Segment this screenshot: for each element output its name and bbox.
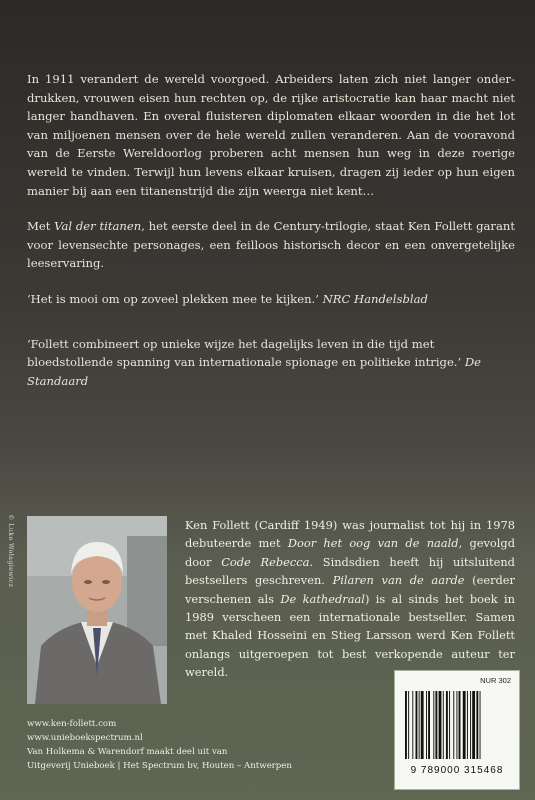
author-bio: Ken Follett (Cardiff 1949) was journalist tot hij in 1978 debuteerde met Door het oog van de naald, gevolgd door Code Rebecca. Sindsdien heeft hij uitsluitend bestsellers geschreven. Pilaren van de aarde (eerder verschenen als De kathedraal) is al sinds het boek in 1989 verscheen een internationale bestseller. Samen met Khaled Hosseini en Stieg Larsson werd Ken Follett onlangs uitgeroepen tot best verkopende auteur ter wereld. <box>185 518 516 680</box>
publisher-line-2: Uitgeverij Unieboek | Het Spectrum bv, Houten – Antwerpen <box>27 761 292 771</box>
publisher-info <box>27 717 292 773</box>
blurb-paragraph-1: In 1911 verandert de wereld voorgoed. Arbeiders laten zich niet langer onderdrukken, vrouwen eisen hun rechten op, de rijke aristocratie kan haar macht niet langer handhaven. En overal fluisteren diplomaten elkaar woorden in die het lot van miljoenen mensen over de hele wereld zullen veranderen. Aan de vooravond van de Eerste Wereldoorlog proberen acht mensen hun weg in deze roerige wereld te vinden. Terwijl hun levens elkaar kruisen, dragen zij ieder op hun eigen manier bij aan een titanenstrijd die zijn weerga niet kent… <box>27 72 515 198</box>
review-source-1: NRC Handelsblad <box>322 291 428 306</box>
website-author[interactable]: www.ken-follett.com <box>27 719 117 729</box>
isbn-number: 9 789000 315468 <box>410 765 504 776</box>
publisher-line-1: Van Holkema & Warendorf maakt deel uit van <box>27 747 228 757</box>
review-quote-2: ‘Follett combineert op unieke wijze het dagelijks leven in die tijd met bloedstollende spanning van internationale spionage en politieke intrige.’ De Standaard <box>27 336 482 388</box>
blurb <box>27 70 515 390</box>
book-title: Val der titanen <box>54 219 142 234</box>
blurb-paragraph-2: Met Val der titanen, het eerste deel in de Century-trilogie, staat Ken Follett garant voor levensechte personages, een feilloos historisch decor en een onvergetelijke leeservaring. <box>27 219 515 271</box>
review-quote-1: ‘Het is mooi om op zoveel plekken mee te kijken.’ NRC Handelsblad <box>27 291 428 306</box>
website-publisher[interactable]: www.unieboekspectrum.nl <box>27 733 143 743</box>
author-portrait-icon <box>27 516 167 704</box>
author-photo <box>27 516 167 704</box>
nur-code: NUR 302 <box>480 676 511 685</box>
review-source-2: De Standaard <box>27 355 482 388</box>
photo-credit: © Luke Wolagiewicz <box>7 514 15 588</box>
barcode-icon <box>405 691 509 759</box>
barcode-box <box>394 670 520 790</box>
